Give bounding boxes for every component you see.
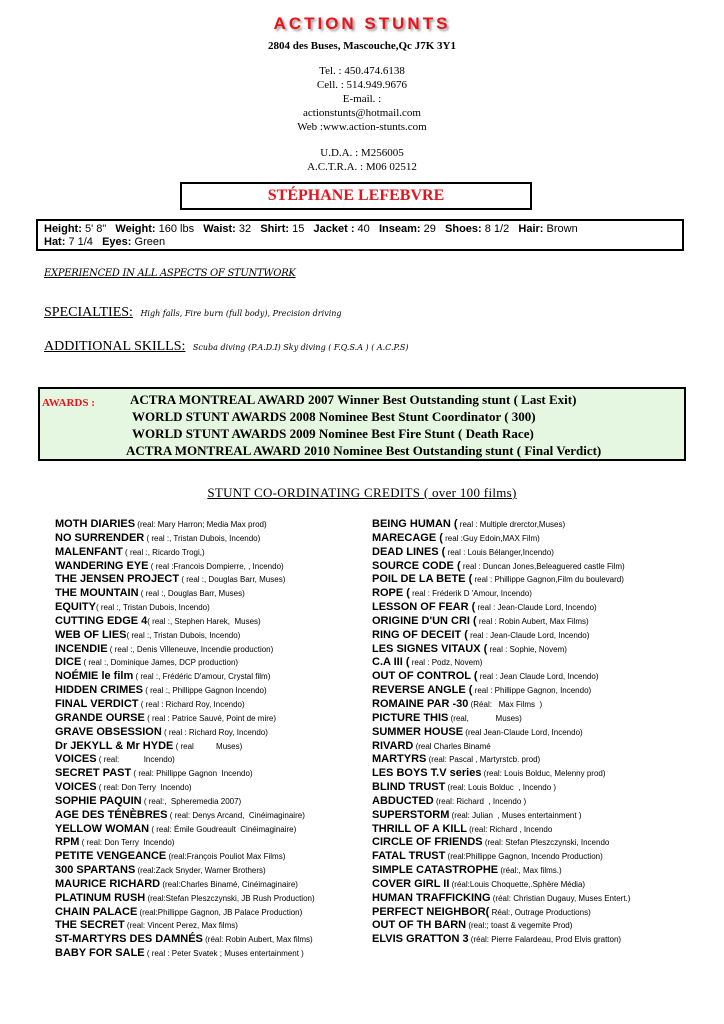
credit-note: real : Sophie, Novem) bbox=[487, 644, 567, 654]
credit-title: ORIGINE D'UN CRI ( bbox=[372, 614, 477, 627]
credit-title: ELVIS GRATTON 3 bbox=[372, 933, 469, 946]
credit-title: SOPHIE PAQUIN bbox=[55, 794, 142, 807]
awards-label: AWARDS : bbox=[42, 397, 95, 409]
credit-title: ST-MARTYRS DES DAMNÉS bbox=[55, 933, 203, 946]
union-block bbox=[0, 146, 724, 174]
stat-value: 8 1/2 bbox=[481, 223, 519, 235]
award-item: ACTRA MONTREAL AWARD 2007 Winner Best Outstanding stunt ( Last Exit) bbox=[130, 392, 577, 407]
credit-row bbox=[372, 573, 692, 587]
credit-note: (real:Zack Snyder, Warner Brothers) bbox=[135, 866, 266, 876]
credit-row bbox=[55, 753, 367, 767]
phone-line: Tel. : 450.474.6138 bbox=[319, 65, 405, 77]
credit-note: (real Charles Binamé bbox=[413, 741, 491, 751]
credit-title: REVERSE ANGLE ( bbox=[372, 684, 473, 697]
awards-box bbox=[38, 387, 686, 461]
credit-row bbox=[55, 573, 367, 587]
credit-title: SIMPLE CATASTROPHE bbox=[372, 864, 499, 877]
credit-note: Réal:, Outrage Productions) bbox=[489, 907, 591, 917]
stat-value: 40 bbox=[354, 223, 379, 235]
credit-title: BLIND TRUST bbox=[372, 781, 446, 794]
credit-row bbox=[55, 809, 367, 823]
uda-number: U.D.A. : M256005 bbox=[320, 147, 404, 159]
credit-row bbox=[55, 615, 367, 629]
credit-note: (real:; toast & vegemite Prod) bbox=[466, 921, 573, 931]
credit-title: SUPERSTORM bbox=[372, 808, 450, 821]
credit-title: VOICES bbox=[55, 781, 97, 794]
credit-note: (real:Phillippe Gagnon, Incendo Production) bbox=[445, 852, 603, 862]
email-label: E-mail. : bbox=[342, 93, 382, 105]
credit-note: ( real :, Douglas Barr, Muses) bbox=[179, 575, 286, 585]
credit-row bbox=[372, 781, 692, 795]
website-line: Web :www.action-stunts.com bbox=[297, 121, 427, 133]
credit-note: real : Duncan Jones,Beleaguered castle Film) bbox=[460, 561, 625, 571]
credit-note: real : Phillippe Gagnon,Film du boulevard) bbox=[472, 575, 624, 585]
credit-note: ( real: Don Terry Incendo) bbox=[96, 783, 192, 793]
credit-title: C.A III ( bbox=[372, 656, 410, 669]
credit-title: RPM bbox=[55, 836, 80, 849]
credit-title: PICTURE THIS bbox=[372, 711, 449, 724]
credit-title: THE JENSEN PROJECT bbox=[55, 573, 180, 586]
credit-note: (real: Louis Bolduc, Melenny prod) bbox=[481, 769, 606, 779]
credit-title: ABDUCTED bbox=[372, 794, 434, 807]
credit-note: (real: Mary Harron; Media Max prod) bbox=[135, 520, 267, 529]
credit-row bbox=[55, 795, 367, 809]
credit-note: (real: Julian , Muses entertainment ) bbox=[449, 810, 582, 820]
credit-row bbox=[55, 947, 367, 961]
stat-label: Shirt: bbox=[260, 223, 290, 235]
credit-row bbox=[372, 518, 692, 532]
credit-title: SECRET PAST bbox=[55, 767, 132, 780]
credit-row bbox=[55, 532, 367, 546]
credit-title: OUT OF CONTROL ( bbox=[372, 670, 478, 683]
credit-row bbox=[55, 878, 367, 892]
specialties-section bbox=[44, 305, 342, 321]
credit-title: WANDERING EYE bbox=[55, 559, 149, 572]
credit-row bbox=[55, 836, 367, 850]
credit-row bbox=[372, 532, 692, 546]
stat-label: Shoes: bbox=[445, 223, 482, 235]
credits-column-left bbox=[55, 518, 367, 961]
credit-title: NO SURRENDER bbox=[55, 531, 145, 544]
credit-note: ( real : Patrice Sauvé, Point de mire) bbox=[144, 713, 277, 723]
credit-row bbox=[55, 864, 367, 878]
credit-row bbox=[372, 919, 692, 933]
credit-row bbox=[55, 643, 367, 657]
credit-note: ( real: Émile Goudreault Cinéimaginaire) bbox=[149, 824, 297, 834]
credit-title: PETITE VENGEANCE bbox=[55, 850, 167, 863]
credit-note: ( real Muses) bbox=[173, 741, 243, 751]
credit-title: GRANDE OURSE bbox=[55, 711, 145, 724]
stat-label: Weight: bbox=[115, 223, 156, 235]
credit-title: DEAD LINES ( bbox=[372, 545, 446, 558]
credit-row bbox=[372, 670, 692, 684]
credit-row bbox=[372, 587, 692, 601]
credit-row bbox=[55, 712, 367, 726]
credit-row bbox=[372, 850, 692, 864]
credit-note: real : Fréderik D 'Amour, Incendo) bbox=[409, 589, 532, 599]
credit-title: YELLOW WOMAN bbox=[55, 822, 150, 835]
stat-label: Jacket : bbox=[313, 223, 355, 235]
credit-title: CUTTING EDGE 4 bbox=[55, 614, 148, 627]
credit-note: (real Jean-Claude Lord, Incendo) bbox=[463, 727, 583, 737]
credit-row bbox=[55, 823, 367, 837]
stat-value: Green bbox=[131, 236, 166, 248]
specialties-detail: High falls, Fire burn (full body), Precision driving bbox=[140, 309, 342, 318]
contact-block bbox=[0, 64, 724, 134]
credit-note: real :Guy Edoin,MAX Film) bbox=[442, 533, 540, 543]
stat-value: 15 bbox=[289, 223, 314, 235]
credit-row bbox=[372, 698, 692, 712]
credit-title: MARTYRS bbox=[372, 753, 427, 766]
credits-column-right bbox=[372, 518, 692, 947]
credit-row bbox=[55, 740, 367, 754]
email-address: actionstunts@hotmail.com bbox=[303, 107, 421, 119]
award-item: WORLD STUNT AWARDS 2008 Nominee Best Stunt Coordinator ( 300) bbox=[132, 409, 536, 424]
credit-title: LES BOYS T.V series bbox=[372, 767, 482, 780]
credit-note: ( real : Peter Svatek ; Muses entertainment ) bbox=[144, 949, 304, 959]
credit-title: MOTH DIARIES bbox=[55, 518, 136, 530]
credit-title: MARECAGE ( bbox=[372, 531, 443, 544]
credit-row bbox=[55, 933, 367, 947]
credit-title: OUT OF TH BARN bbox=[372, 919, 467, 932]
credit-title: MAURICE RICHARD bbox=[55, 877, 161, 890]
additional-skills-section bbox=[44, 339, 408, 355]
credit-row bbox=[372, 933, 692, 947]
credit-title: CHAIN PALACE bbox=[55, 905, 138, 918]
credit-note: ( real: Incendo) bbox=[96, 755, 175, 765]
credit-row bbox=[55, 670, 367, 684]
credit-note: ( real :, Denis Villeneuve, Incendie production) bbox=[107, 644, 274, 654]
credit-title: NOÉMIE le film bbox=[55, 670, 134, 683]
credit-title: COVER GIRL II bbox=[372, 877, 450, 890]
cell-line: Cell. : 514.949.9676 bbox=[316, 79, 408, 91]
credit-row bbox=[372, 615, 692, 629]
credit-note: (real: Vincent Perez, Max films) bbox=[124, 921, 238, 931]
credit-note: ( real :, Tristan Dubois, Incendo) bbox=[126, 630, 241, 640]
credit-row bbox=[372, 684, 692, 698]
specialties-label: SPECIALTIES: bbox=[44, 305, 133, 320]
credit-title: THRILL OF A KILL bbox=[372, 822, 467, 835]
credit-row bbox=[55, 629, 367, 643]
credit-row bbox=[55, 587, 367, 601]
credit-note: (réal: Robin Aubert, Max films) bbox=[202, 935, 313, 945]
credit-note: (réal: Pierre Falardeau, Prod Elvis gratton) bbox=[468, 935, 622, 945]
stat-value: 5' 8" bbox=[81, 223, 116, 235]
credit-note: ( real:, Spheremedia 2007) bbox=[141, 796, 242, 806]
credit-note: ( real :, Tristan Dubois, Incendo) bbox=[144, 533, 261, 543]
performer-name: STÉPHANE LEFEBVRE bbox=[180, 182, 532, 210]
credit-note: (real: Pascal , Martyrstcb. prod) bbox=[426, 755, 541, 765]
credit-note: real : Robin Aubert, Max Films) bbox=[476, 616, 589, 626]
credit-title: THE SECRET bbox=[55, 919, 125, 932]
credit-row bbox=[372, 878, 692, 892]
credit-title: DICE bbox=[55, 656, 82, 669]
credit-note: ( real :, Frédéric D'amour, Crystal film) bbox=[133, 672, 271, 682]
credit-row bbox=[55, 781, 367, 795]
credit-note: (real: Louis Bolduc , Incendo ) bbox=[445, 783, 557, 793]
credit-row bbox=[372, 864, 692, 878]
stat-label: Waist: bbox=[203, 223, 236, 235]
additional-skills-detail: Scuba diving (P.A.D.I) Sky diving ( F.Q.S.A ) ( A.C.P.S) bbox=[192, 343, 409, 352]
credit-note: (real:Phillippe Gagnon, JB Palace Production) bbox=[137, 907, 303, 917]
credit-title: BABY FOR SALE bbox=[55, 947, 145, 960]
credit-row bbox=[55, 601, 367, 615]
credit-row bbox=[372, 601, 692, 615]
credit-row bbox=[372, 906, 692, 920]
actra-number: A.C.T.R.A. : M06 02512 bbox=[307, 161, 417, 173]
experienced-statement: EXPERIENCED IN ALL ASPECTS OF STUNTWORK bbox=[44, 268, 296, 279]
credit-title: ROPE ( bbox=[372, 587, 410, 600]
credit-note: ( real : Richard Roy, Incendo) bbox=[138, 699, 245, 709]
credit-row bbox=[55, 560, 367, 574]
credit-note: (réal:, Max films.) bbox=[498, 866, 562, 876]
credit-row bbox=[55, 906, 367, 920]
credit-row bbox=[372, 823, 692, 837]
credit-note: ( real :, Tristan Dubois, Incendo) bbox=[95, 603, 210, 613]
credit-row bbox=[55, 919, 367, 933]
credit-row bbox=[55, 546, 367, 560]
credit-title: FINAL VERDICT bbox=[55, 697, 139, 710]
credit-title: SUMMER HOUSE bbox=[372, 725, 464, 738]
credit-row bbox=[372, 809, 692, 823]
credit-title: RING OF DECEIT ( bbox=[372, 628, 468, 641]
credit-row bbox=[55, 892, 367, 906]
credit-note: real : Jean-Claude Lord, Incendo) bbox=[475, 603, 597, 613]
credit-note: (real: Stefan Pleszczynski, Incendo bbox=[482, 838, 610, 848]
credit-row bbox=[372, 643, 692, 657]
credit-row bbox=[55, 518, 367, 532]
credit-title: PERFECT NEIGHBOR( bbox=[372, 905, 490, 918]
stat-label: Hat: bbox=[44, 236, 66, 248]
credit-note: real : Jean-Claude Lord, Incendo) bbox=[467, 630, 590, 640]
credit-row bbox=[372, 546, 692, 560]
stat-value: 29 bbox=[420, 223, 446, 235]
stats-line-1 bbox=[44, 223, 676, 236]
credit-row bbox=[372, 726, 692, 740]
stat-value: 160 lbs bbox=[155, 223, 204, 235]
credits-title: STUNT CO-ORDINATING CREDITS ( over 100 films) bbox=[207, 485, 517, 500]
credit-row bbox=[372, 767, 692, 781]
credit-note: ( real :, Stephen Harek, Muses) bbox=[147, 616, 261, 626]
credit-note: ( real: Phillippe Gagnon Incendo) bbox=[131, 769, 253, 779]
credit-title: AGE DES TÉNÈBRES bbox=[55, 808, 168, 821]
credit-title: LESSON OF FEAR ( bbox=[372, 601, 476, 614]
stat-value: 7 1/4 bbox=[65, 236, 103, 248]
credit-title: BEING HUMAN ( bbox=[372, 518, 458, 530]
credit-title: HUMAN TRAFFICKING bbox=[372, 891, 491, 904]
credit-title: INCENDIE bbox=[55, 642, 108, 655]
credit-note: ( real :, Dominique James, DCP production) bbox=[81, 658, 239, 668]
credit-note: (real, Muses) bbox=[448, 713, 522, 723]
credit-note: real : Podz, Novem) bbox=[409, 658, 483, 668]
credit-row bbox=[55, 698, 367, 712]
credit-row bbox=[55, 850, 367, 864]
credit-note: (réal:Louis Choquette,.Sphère Média) bbox=[449, 879, 586, 889]
stat-value: Brown bbox=[543, 223, 578, 235]
credit-title: VOICES bbox=[55, 753, 97, 766]
credit-note: ( real :, Ricardo Trogi,) bbox=[122, 547, 205, 557]
credit-row bbox=[372, 753, 692, 767]
additional-skills-label: ADDITIONAL SKILLS: bbox=[44, 339, 186, 354]
credit-title: MALENFANT bbox=[55, 545, 123, 558]
award-item: ACTRA MONTREAL AWARD 2010 Nominee Best Outstanding stunt ( Final Verdict) bbox=[126, 443, 602, 458]
credit-note: ( real : Richard Roy, Incendo) bbox=[161, 727, 268, 737]
credit-note: (réal: Christian Dugauy, Muses Entert.) bbox=[490, 893, 631, 903]
credit-row bbox=[55, 656, 367, 670]
credit-title: LES SIGNES VITAUX ( bbox=[372, 642, 488, 655]
credit-title: FATAL TRUST bbox=[372, 850, 446, 863]
credit-note: real : Multiple drerctor,Muses) bbox=[457, 520, 566, 529]
award-item: WORLD STUNT AWARDS 2009 Nominee Best Fire Stunt ( Death Race) bbox=[132, 426, 534, 441]
credit-title: RIVARD bbox=[372, 739, 414, 752]
credit-row bbox=[55, 767, 367, 781]
credit-row bbox=[372, 712, 692, 726]
credit-note: (real:Charles Binamé, Cinéimaginaire) bbox=[160, 879, 298, 889]
credit-note: ( real: Denys Arcand, Cinéimaginaire) bbox=[167, 810, 305, 820]
stat-label: Hair: bbox=[518, 223, 544, 235]
physical-stats-box bbox=[36, 219, 684, 251]
stat-label: Height: bbox=[44, 223, 82, 235]
credit-title: GRAVE OBSESSION bbox=[55, 725, 162, 738]
credit-row bbox=[55, 684, 367, 698]
credit-row bbox=[372, 629, 692, 643]
credit-note: (Réal: Max Films ) bbox=[468, 699, 543, 709]
credit-note: (real:François Pouliot Max Films) bbox=[166, 852, 286, 862]
credit-note: real : Jean Claude Lord, Incendo) bbox=[477, 672, 599, 682]
credit-note: (real: Richard , Incendo ) bbox=[433, 796, 527, 806]
credit-title: 300 SPARTANS bbox=[55, 864, 136, 877]
credit-row bbox=[372, 795, 692, 809]
credit-row bbox=[372, 656, 692, 670]
credit-row bbox=[372, 740, 692, 754]
credit-note: ( real :, Douglas Barr, Muses) bbox=[138, 589, 245, 599]
credit-note: ( real :Francois Dompierre, , Incendo) bbox=[148, 561, 284, 571]
credit-title: SOURCE CODE ( bbox=[372, 559, 461, 572]
credit-row bbox=[372, 836, 692, 850]
credit-row bbox=[55, 726, 367, 740]
credit-note: (real:Stefan Pleszczynski, JB Rush Production) bbox=[145, 893, 315, 903]
credit-note: ( real: Don Terry Incendo) bbox=[79, 838, 175, 848]
company-title: ACTION STUNTS bbox=[273, 14, 451, 33]
stat-label: Eyes: bbox=[102, 236, 132, 248]
stats-line-2 bbox=[44, 236, 676, 249]
credit-note: real : Phillippe Gagnon, Incendo) bbox=[472, 686, 592, 696]
credit-title: WEB OF LIES bbox=[55, 628, 127, 641]
credit-title: ROMAINE PAR -30 bbox=[372, 697, 469, 710]
credit-title: Dr JEKYLL & Mr HYDE bbox=[55, 739, 174, 752]
credit-title: PLATINUM RUSH bbox=[55, 891, 146, 904]
company-address: 2804 des Buses, Mascouche,Qc J7K 3Y1 bbox=[268, 40, 456, 52]
credit-title: THE MOUNTAIN bbox=[55, 587, 139, 600]
stat-label: Inseam: bbox=[378, 223, 421, 235]
credit-note: ( real :, Phillippe Gagnon Incendo) bbox=[143, 686, 267, 696]
credit-title: CIRCLE OF FRIENDS bbox=[372, 836, 483, 849]
credit-title: EQUITY bbox=[55, 601, 96, 614]
credit-note: (real: Richard , Incendo bbox=[466, 824, 553, 834]
credit-title: POIL DE LA BETE ( bbox=[372, 573, 473, 586]
credit-note: real : Louis Bélanger,Incendo) bbox=[445, 547, 554, 557]
stat-value: 32 bbox=[235, 223, 261, 235]
credit-title: HIDDEN CRIMES bbox=[55, 684, 144, 697]
credit-row bbox=[372, 560, 692, 574]
credit-row bbox=[372, 892, 692, 906]
